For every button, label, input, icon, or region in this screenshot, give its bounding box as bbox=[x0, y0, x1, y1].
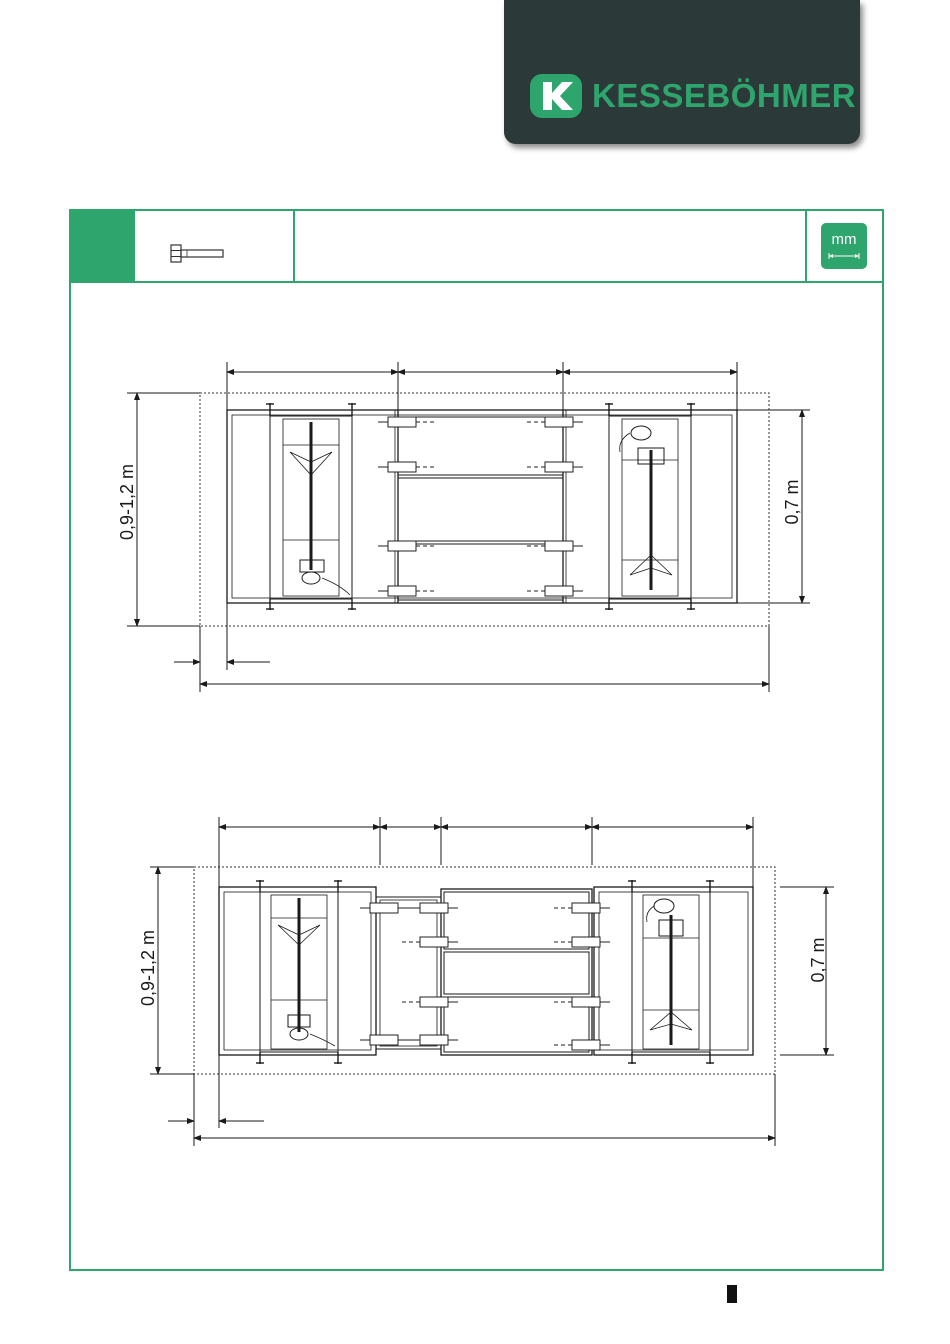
depth-range-label: 0,9-1,2 m bbox=[117, 463, 137, 541]
cabinet-feet bbox=[256, 880, 714, 1064]
clearance-zone bbox=[194, 867, 775, 1074]
layout-diagram-top bbox=[117, 362, 810, 692]
unit-label: mm bbox=[831, 231, 857, 248]
width-dimension-chain bbox=[227, 362, 737, 412]
fixing-hardware bbox=[378, 417, 583, 596]
depth-range-label: 0,9-1,2 m bbox=[138, 929, 158, 1007]
corner-mechanism-left bbox=[290, 422, 350, 595]
depth-range-dimension bbox=[127, 393, 200, 626]
corner-mechanism-left bbox=[278, 898, 335, 1046]
cabinet-depth-label: 0,7 m bbox=[808, 937, 828, 983]
fixing-hardware bbox=[360, 903, 610, 1050]
page-marker bbox=[727, 1285, 737, 1303]
brand-name: KESSEBÖHMER bbox=[592, 77, 857, 114]
width-dimension-chain bbox=[219, 817, 753, 887]
corner-mechanism-right bbox=[620, 426, 672, 590]
overall-width-dimension bbox=[174, 603, 769, 692]
cabinet-depth-label: 0,7 m bbox=[782, 479, 802, 525]
layout-diagram-bottom bbox=[138, 817, 834, 1146]
corner-mechanism-right bbox=[647, 899, 692, 1045]
clearance-zone bbox=[200, 393, 769, 626]
overall-width-dimension bbox=[168, 1055, 775, 1146]
